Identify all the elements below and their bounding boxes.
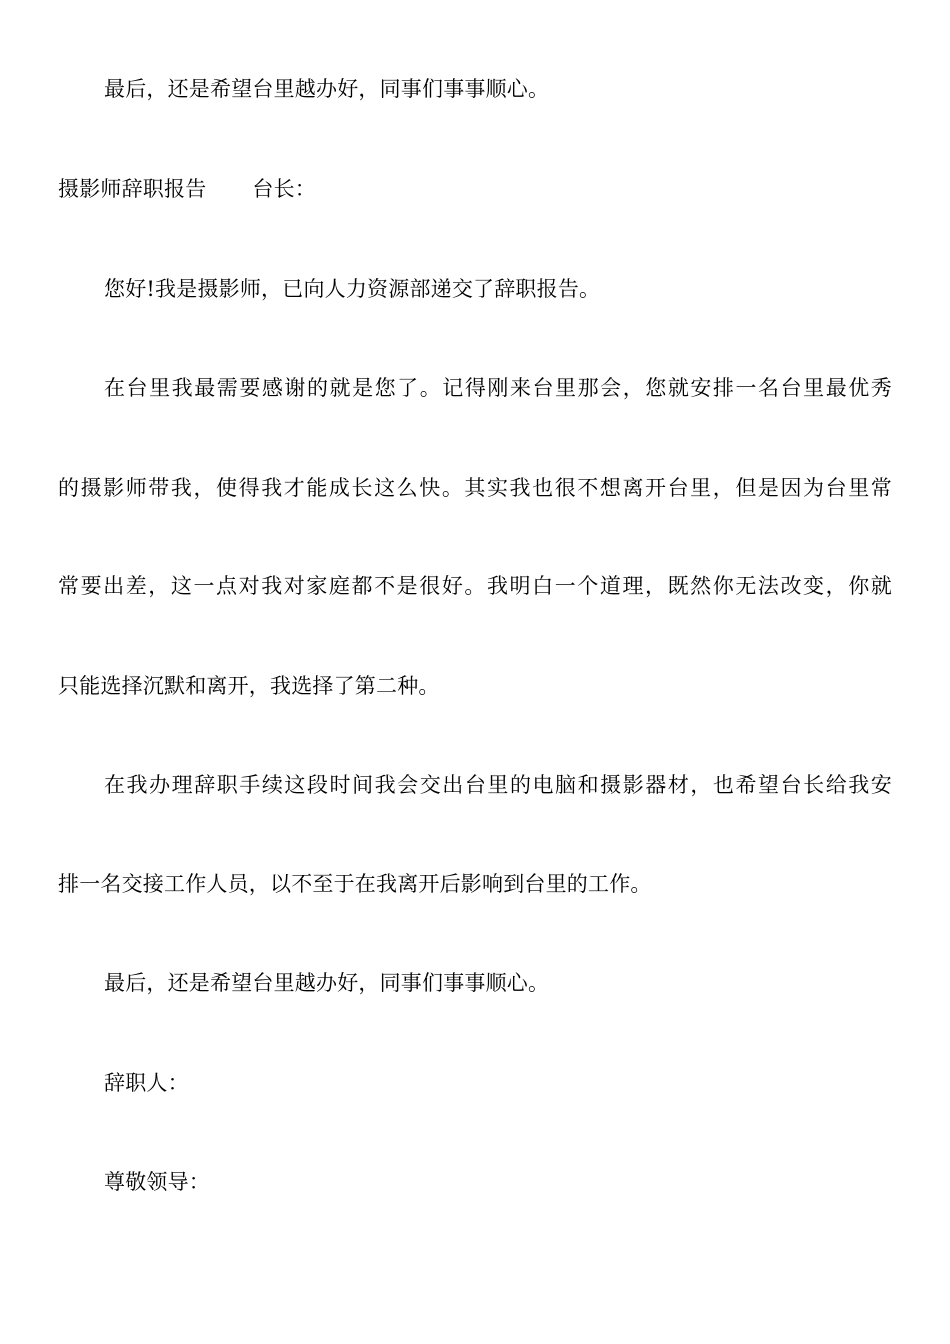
paragraph-closing-previous: 最后，还是希望台里越办好，同事们事事顺心。 [104, 77, 550, 101]
paragraph-body-1-line-1: 在台里我最需要感谢的就是您了。记得刚来台里那会，您就安排一名台里最优秀 [104, 376, 892, 400]
signature-label: 辞职人： [104, 1071, 189, 1095]
paragraph-body-1-line-3: 常要出差，这一点对我对家庭都不是很好。我明白一个道理，既然你无法改变，你就 [58, 574, 892, 598]
salutation: 台长： [252, 177, 317, 201]
report-heading-line [58, 174, 892, 204]
next-salutation: 尊敬领导： [104, 1170, 210, 1194]
paragraph-body-1-line-4: 只能选择沉默和离开，我选择了第二种。 [58, 674, 440, 698]
paragraph-body-1-line-2: 的摄影师带我，使得我才能成长这么快。其实我也很不想离开台里，但是因为台里常 [58, 476, 892, 500]
report-title: 摄影师辞职报告 [58, 177, 207, 201]
paragraph-greeting: 您好!我是摄影师，已向人力资源部递交了辞职报告。 [104, 277, 601, 301]
paragraph-body-2-line-1: 在我办理辞职手续这段时间我会交出台里的电脑和摄影器材，也希望台长给我安 [104, 773, 892, 797]
paragraph-body-2-line-2: 排一名交接工作人员，以不至于在我离开后影响到台里的工作。 [58, 872, 652, 896]
paragraph-closing: 最后，还是希望台里越办好，同事们事事顺心。 [104, 971, 550, 995]
